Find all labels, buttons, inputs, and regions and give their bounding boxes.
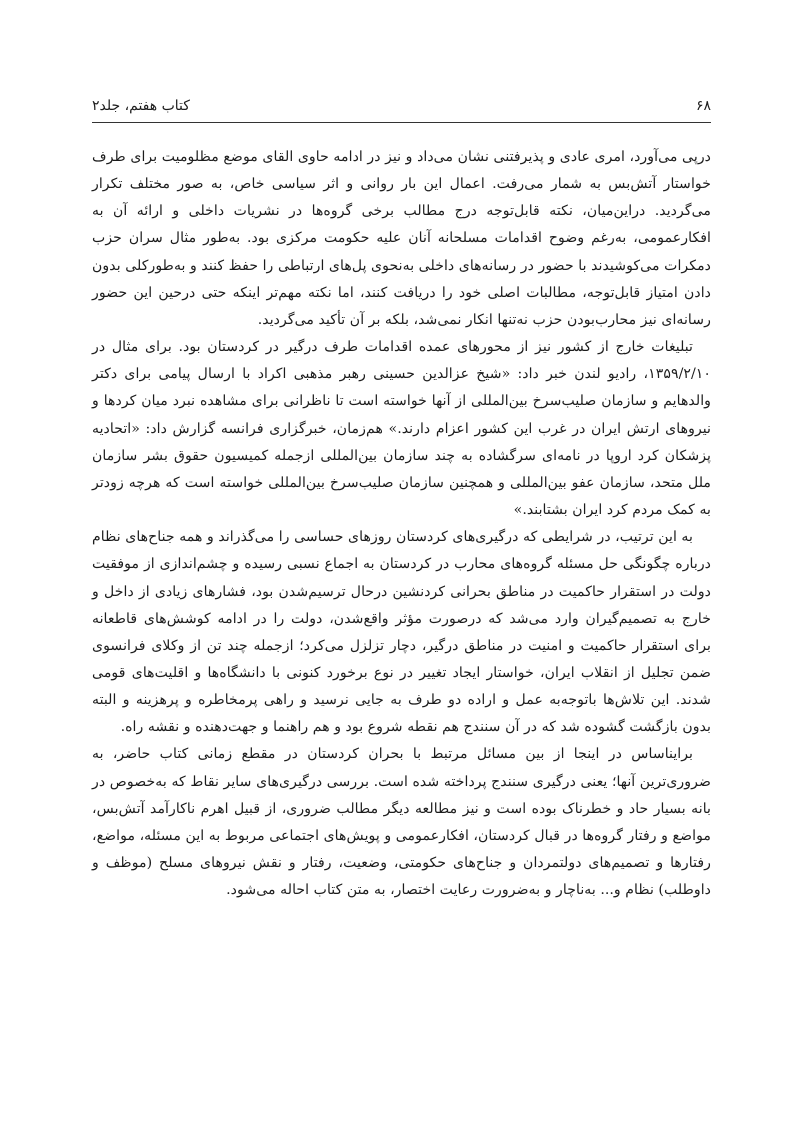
header-rule bbox=[92, 122, 711, 123]
running-header bbox=[92, 94, 711, 118]
paragraph-2: تبلیغات خارج از کشور نیز از محورهای عمده اقدامات طرف درگیر در کردستان بود. برای مثال در ۱۳۵۹/۲/۱۰، رادیو لندن خبر داد: «شیخ عزالدین حسینی رهبر مذهبی اکراد با ارسال پیامی برای دکتر والدهایم و سازمان صلیب‌سرخ بین‌المللی از آنها خواسته است تا ناظرانی برای مشاهده نبرد میان کردها و نیروهای ارتش ایران در غرب این کشور اعزام دارند.» هم‌زمان، خبرگزاری فرانسه گزارش داد: «اتحادیه پزشکان کرد اروپا در نامه‌ای سرگشاده به چند سازمان بین‌المللی ازجمله کمیسیون حقوق بشر سازمان ملل متحد، سازمان عفو بین‌المللی و همچنین سازمان صلیب‌سرخ بین‌المللی خواسته است که هرچه زودتر به کمک مردم کرد ایران بشتابند.» bbox=[92, 339, 711, 519]
paragraph-4: برایناساس در اینجا از بین مسائل مرتبط با بحران کردستان در مقطع زمانی کتاب حاضر، به ضروری‌ترین آنها؛ یعنی درگیری سنندج پرداخته شده است. بررسی درگیری‌های سایر نقاط که به‌خصوص در بانه بسیار حاد و خطرناک بوده است و نیز مطالعه دیگر مطالب ضروری، از قبیل اهرم ناکارآمد آتش‌بس، مواضع و رفتار گروه‌ها در قبال کردستان، افکارعمومی و پویش‌های اجتماعی مربوط به این مسئله، مواضع، رفتارها و تصمیم‌های دولتمردان و جناح‌های حکومتی، وضعیت، رفتار و نقش نیروهای مسلح (موظف و داوطلب) نظام و... به‌ناچار و به‌ضرورت رعایت اختصار، به متن کتاب احاله می‌شود. bbox=[92, 746, 711, 899]
paragraph-3: به این ترتیب، در شرایطی که درگیری‌های کردستان روزهای حساسی را می‌گذراند و همه جناح‌های نظام درباره چگونگی حل مسئله گروه‌های محارب در کردستان به اجماع نسبی رسیده و چشم‌اندازی از موفقیت دولت در استقرار حاکمیت در مناطق بحرانی کردنشین درحال ترسیم‌شدن بود، فشارهای زیادی از داخل و خارج به تصمیم‌گیران وارد می‌شد که درصورت مؤثر واقع‌شدن، دولت را در ادامه کوشش‌های قاطعانه برای استقرار حاکمیت و امنیت در مناطق درگیر، دچار تزلزل می‌کرد؛ ازجمله چند تن از وکلای فرانسوی ضمن تجلیل از انقلاب ایران، خواستار ایجاد تغییر در نوع برخورد کنونی با دانشگاه‌ها و اقلیت‌های قومی شدند. این تلاش‌ها باتوجه‌به عمل و اراده دو طرف به جایی نرسید و راهی پرمخاطره و پرهزینه و البته بدون بازگشت گشوده شد که در آن سنندج هم نقطه شروع بود و هم راهنما و جهت‌دهنده و نقشه راه. bbox=[92, 529, 711, 736]
page-number: ۶۸ bbox=[695, 98, 711, 114]
running-title: کتاب هفتم، جلد۲ bbox=[92, 98, 190, 114]
paragraph-1: درپی می‌آورد، امری عادی و پذیرفتنی نشان می‌داد و نیز در ادامه حاوی القای موضع مظلومیت برای طرف خواستار آتش‌بس به شمار می‌رفت. اعمال این بار روانی و اثر سیاسی خاص، به صور مختلف تکرار می‌گردید. دراین‌میان، نکته قابل‌توجه درج مطالب برخی گروه‌ها در نشریات داخلی و ارائه آن به افکارعمومی، به‌رغم وضوح اقدامات مسلحانه آنان علیه حکومت مرکزی بود. به‌طور مثال سران حزب دمکرات می‌کوشیدند با حضور در رسانه‌های داخلی به‌نحوی پل‌های ارتباطی را حفظ کنند و به‌طورکلی بدون دادن امتیاز قابل‌توجه، مطالبات اصلی خود را دریافت کنند، اما نکته مهم‌تر اینکه حتی درحین این حضور رسانه‌ای نیز محارب‌بودن حزب نه‌تنها انکار نمی‌شد، بلکه بر آن تأکید می‌گردید. bbox=[92, 149, 711, 328]
body-text bbox=[92, 144, 711, 904]
